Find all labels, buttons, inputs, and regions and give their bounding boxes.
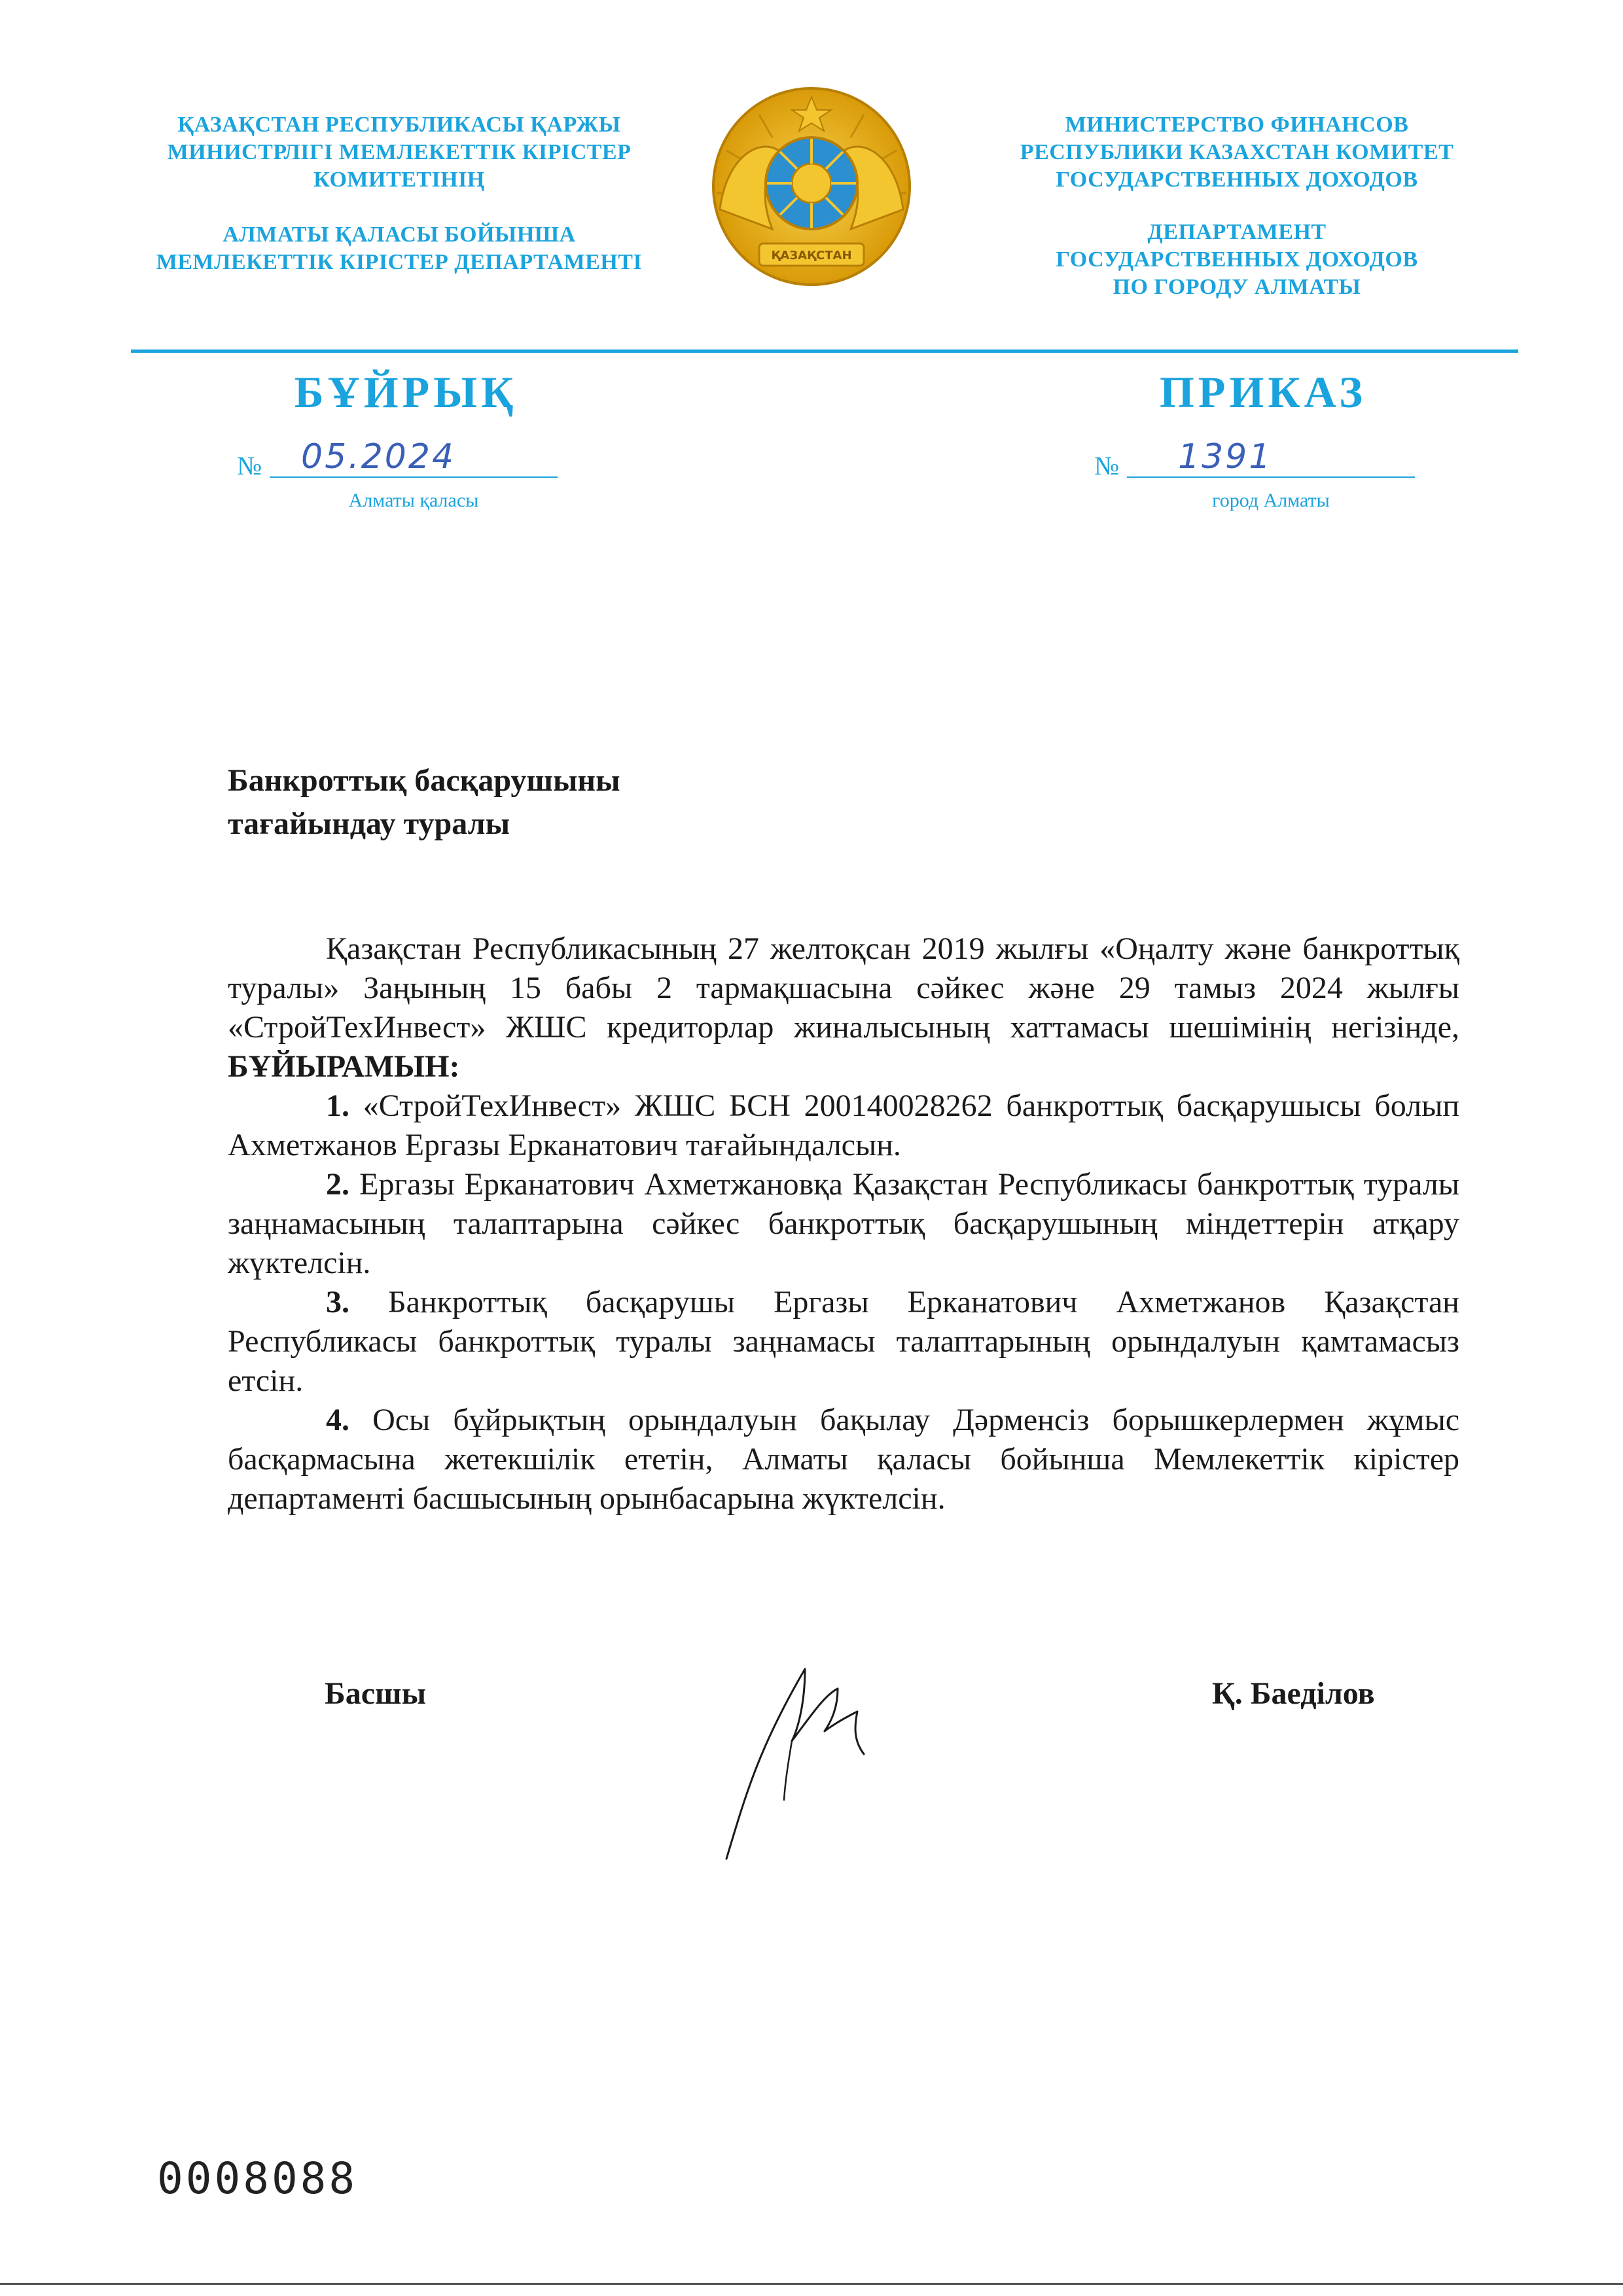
order-item-1	[228, 1086, 1459, 1165]
order-word: БҰЙЫРАМЫН:	[228, 1049, 460, 1084]
header-divider	[131, 350, 1518, 353]
page-bottom-edge	[0, 2283, 1623, 2285]
header-left-line: ҚАЗАҚСТАН РЕСПУБЛИКАСЫ ҚАРЖЫ	[177, 113, 621, 137]
intro-paragraph	[228, 929, 1459, 1086]
order-number-line-kz	[270, 476, 558, 478]
signatory-position: Басшы	[325, 1676, 427, 1711]
item-number: 1.	[326, 1088, 349, 1123]
item-text: Осы бұйрықтың орындалуын бақылау Дәрменсіз борышкерлермен жұмыс басқармасына жетекшілік ететін, Алматы қаласы бойынша Мемлекеттік кірістер департаменті басшысының орынбасарына жүктелсін.	[228, 1403, 1460, 1516]
order-number-prefix-kz: №	[237, 451, 262, 480]
header-left-line: МЕМЛЕКЕТТІК КІРІСТЕР ДЕПАРТАМЕНТІ	[156, 250, 643, 274]
order-item-3	[228, 1283, 1459, 1401]
order-item-4	[228, 1401, 1459, 1518]
subject-line-1: Банкроттық басқарушыны	[228, 763, 620, 798]
document-serial-number: 0008088	[157, 2153, 358, 2204]
handwritten-signature	[707, 1643, 877, 1865]
header-right-line: МИНИСТЕРСТВО ФИНАНСОВ	[1065, 113, 1409, 137]
header-right-line: РЕСПУБЛИКИ КАЗАХСТАН КОМИТЕТ	[1020, 140, 1454, 164]
order-item-2	[228, 1165, 1459, 1283]
order-title-ru: ПРИКАЗ	[1160, 367, 1366, 417]
intro-text: Қазақстан Республикасының 27 желтоқсан 2019 жылғы «Оңалту және банкроттық туралы» Заңының 15 бабы 2 тармақшасына сәйкес және 29 тамыз 2024 жылғы «СтройТехИнвест» ЖШС кредиторлар жиналысының хаттамасы шешімінің негізінде,	[228, 931, 1459, 1045]
header-right-line: ДЕПАРТАМЕНТ	[1147, 220, 1327, 244]
header-left-line: КОМИТЕТІНІҢ	[313, 168, 485, 192]
order-number-ru: 1391	[1178, 437, 1273, 476]
emblem-label: ҚАЗАҚСТАН	[771, 249, 852, 262]
order-number-kz: 05.2024	[301, 437, 456, 476]
header-right-line: ПО ГОРОДУ АЛМАТЫ	[1113, 275, 1361, 299]
item-text: «СтройТехИнвест» ЖШС БСН 200140028262 банкроттық басқарушысы болып Ахметжанов Ергазы Ерканатович тағайындалсын.	[228, 1088, 1460, 1162]
subject-line-2: тағайындау туралы	[228, 806, 510, 841]
header-left-line: АЛМАТЫ ҚАЛАСЫ БОЙЫНША	[223, 223, 576, 247]
header-right-line: ГОСУДАРСТВЕННЫХ ДОХОДОВ	[1056, 168, 1418, 192]
header-left-block	[98, 111, 700, 276]
signatory-name: Қ. Баеділов	[1212, 1676, 1375, 1711]
item-text: Банкроттық басқарушы Ергазы Ерканатович Ахметжанов Қазақстан Республикасы банкроттық туралы заңнамасы талаптарының орындалуын қамтамасыз етсін.	[228, 1285, 1459, 1398]
item-text: Ергазы Ерканатович Ахметжановқа Қазақстан Республикасы банкроттық туралы заңнамасының талаптарына сәйкес банкроттық басқарушының міндеттерін атқару жүктелсін.	[228, 1167, 1459, 1280]
header-left-line: МИНИСТРЛІГІ МЕМЛЕКЕТТІК КІРІСТЕР	[167, 140, 632, 164]
item-number: 3.	[326, 1285, 349, 1319]
order-title-kz: БҰЙРЫҚ	[294, 367, 518, 417]
header-right-block	[942, 111, 1531, 301]
header-right-line: ГОСУДАРСТВЕННЫХ ДОХОДОВ	[1056, 247, 1418, 272]
order-city-kz: Алматы қаласы	[348, 490, 479, 511]
document-subject	[228, 759, 948, 846]
order-number-line-ru	[1127, 476, 1415, 478]
item-number: 4.	[326, 1403, 349, 1437]
item-number: 2.	[326, 1167, 349, 1202]
state-emblem-icon	[681, 79, 942, 301]
order-city-ru: город Алматы	[1212, 490, 1330, 511]
document-body	[228, 929, 1459, 1518]
order-number-prefix-ru: №	[1094, 451, 1120, 480]
